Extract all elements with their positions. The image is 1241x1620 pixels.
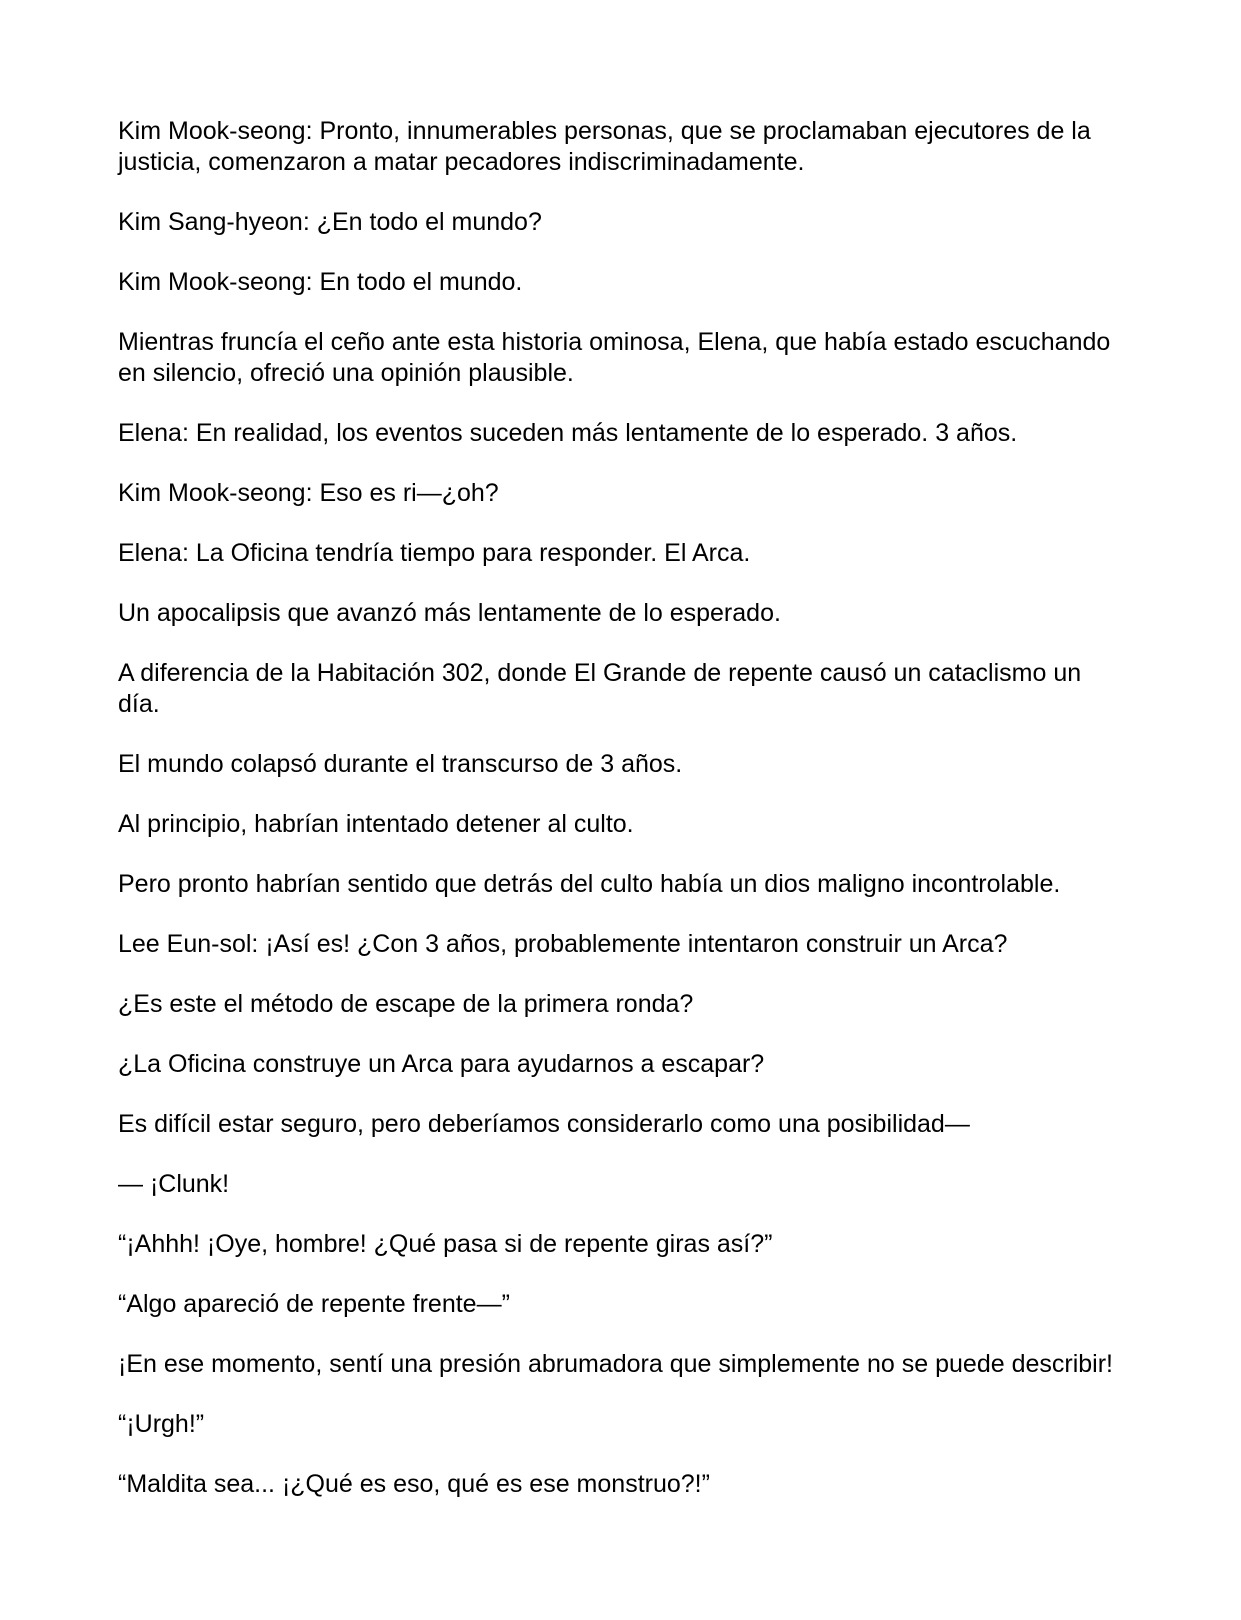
paragraph-16: Es difícil estar seguro, pero deberíamos considerarlo como una posibilidad— <box>118 1110 970 1138</box>
paragraph-22: “Maldita sea... ¡¿Qué es eso, qué es ese monstruo?!” <box>118 1470 710 1498</box>
paragraph-13: Lee Eun-sol: ¡Así es! ¿Con 3 años, probablemente intentaron construir un Arca? <box>118 930 1008 958</box>
paragraph-6: Kim Mook-seong: Eso es ri—¿oh? <box>118 479 499 507</box>
paragraph-14: ¿Es este el método de escape de la primera ronda? <box>118 990 694 1018</box>
paragraph-2: Kim Sang-hyeon: ¿En todo el mundo? <box>118 208 542 236</box>
paragraph-18: “¡Ahhh! ¡Oye, hombre! ¿Qué pasa si de repente giras así?” <box>118 1230 773 1258</box>
paragraph-5: Elena: En realidad, los eventos suceden más lentamente de lo esperado. 3 años. <box>118 419 1018 447</box>
paragraph-12: Pero pronto habrían sentido que detrás del culto había un dios maligno incontrolable. <box>118 870 1061 898</box>
paragraph-3: Kim Mook-seong: En todo el mundo. <box>118 268 523 296</box>
paragraph-1: Kim Mook-seong: Pronto, innumerables personas, que se proclamaban ejecutores de la justicia, comenzaron a matar pecadores indiscriminadamente. <box>118 117 1091 176</box>
paragraph-9: A diferencia de la Habitación 302, donde El Grande de repente causó un cataclismo un día. <box>118 659 1082 718</box>
paragraph-11: Al principio, habrían intentado detener al culto. <box>118 810 634 838</box>
paragraph-7: Elena: La Oficina tendría tiempo para responder. El Arca. <box>118 539 751 567</box>
paragraph-19: “Algo apareció de repente frente—” <box>118 1290 510 1318</box>
paragraph-15: ¿La Oficina construye un Arca para ayudarnos a escapar? <box>118 1050 765 1078</box>
paragraph-17: — ¡Clunk! <box>118 1170 230 1198</box>
paragraph-8: Un apocalipsis que avanzó más lentamente de lo esperado. <box>118 599 781 627</box>
paragraph-4: Mientras fruncía el ceño ante esta historia ominosa, Elena, que había estado escuchando en silencio, ofreció una opinión plausible. <box>118 328 1111 387</box>
paragraph-21: “¡Urgh!” <box>118 1410 205 1438</box>
document-body <box>118 116 1118 1529</box>
paragraph-10: El mundo colapsó durante el transcurso de 3 años. <box>118 750 683 778</box>
paragraph-20: ¡En ese momento, sentí una presión abrumadora que simplemente no se puede describir! <box>118 1350 1114 1378</box>
